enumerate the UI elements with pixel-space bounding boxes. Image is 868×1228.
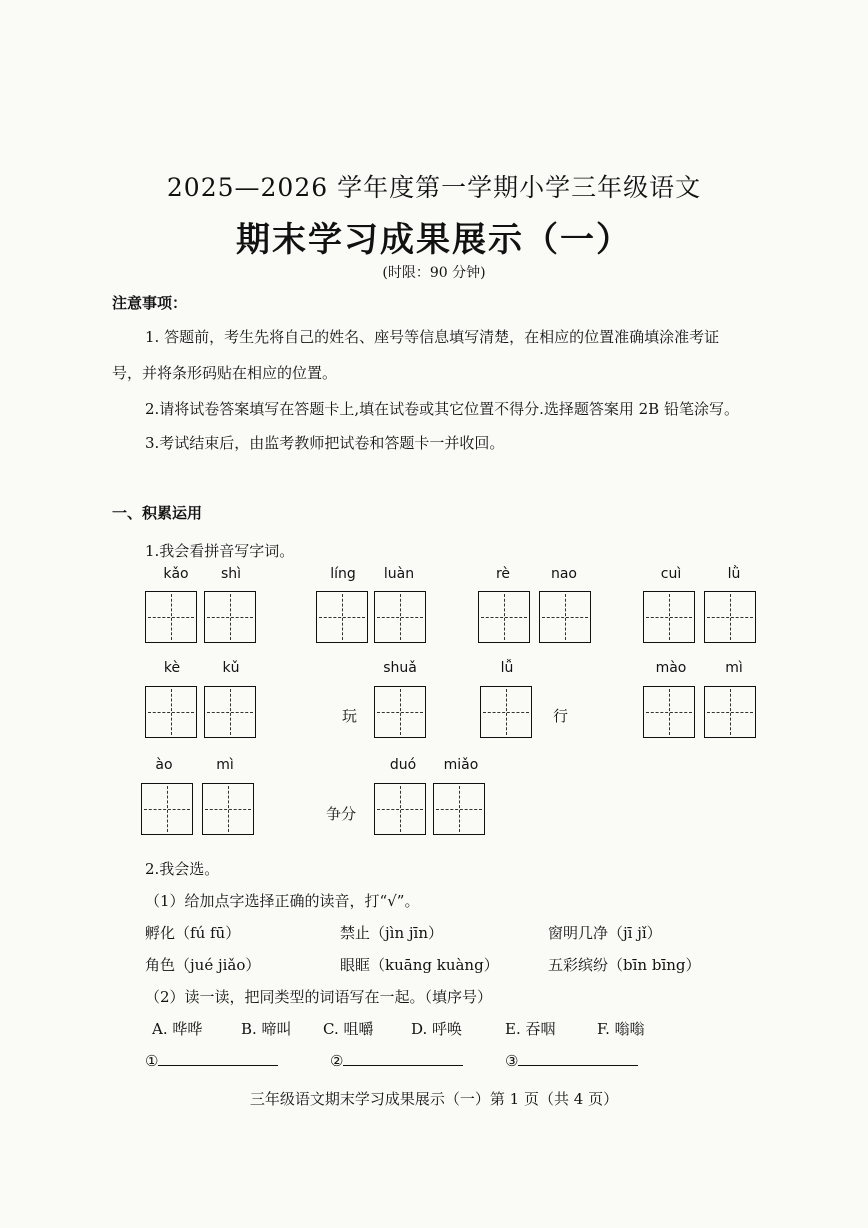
writing-grid-box[interactable]	[316, 591, 368, 643]
writing-grid-box[interactable]	[704, 591, 756, 643]
pinyin: kǎo	[163, 566, 189, 582]
notice-heading: 注意事项：	[112, 294, 188, 312]
pinyin: cuì	[660, 566, 682, 582]
answer-blank-3[interactable]	[505, 1050, 638, 1070]
pinyin: mì	[725, 660, 743, 676]
pinyin: kǔ	[222, 660, 240, 676]
blank-marker: ③	[505, 1052, 519, 1070]
writing-grid-box[interactable]	[704, 686, 756, 738]
choice-options[interactable]: （fú fū）	[175, 924, 241, 942]
pinyin: shuǎ	[383, 660, 417, 676]
fixed-char-wan: 玩	[342, 707, 358, 725]
choice-word: 角色	[145, 956, 176, 974]
choice-options[interactable]: （kuāng kuàng）	[370, 956, 499, 974]
word-option: F. 嗡嗡	[597, 1020, 645, 1038]
pinyin: líng	[330, 566, 356, 582]
pinyin: lǚ	[500, 660, 514, 676]
page-footer: 三年级语文期末学习成果展示（一）第 1 页（共 4 页）	[249, 1090, 619, 1108]
writing-grid-box[interactable]	[374, 591, 426, 643]
pinyin: ào	[155, 757, 173, 773]
blank-marker: ①	[145, 1052, 159, 1070]
writing-grid-box[interactable]	[480, 686, 532, 738]
choice-item	[145, 922, 240, 943]
choice-options[interactable]: （jué jiǎo）	[175, 956, 261, 974]
word-option: C. 咀嚼	[323, 1020, 374, 1038]
choice-word: 窗明几净	[548, 924, 609, 942]
pinyin: miǎo	[443, 757, 479, 773]
fixed-char-xing: 行	[553, 707, 569, 725]
blank-marker: ②	[330, 1052, 344, 1070]
answer-blank-2[interactable]	[330, 1050, 463, 1070]
choice-item	[145, 954, 260, 975]
time-limit: (时限：90 分钟)	[382, 265, 486, 281]
choice-word: 孵化	[145, 924, 176, 942]
blank-line[interactable]	[343, 1050, 463, 1066]
writing-grid-box[interactable]	[374, 686, 426, 738]
word-option: B. 啼叫	[241, 1020, 292, 1038]
blank-line[interactable]	[518, 1050, 638, 1066]
writing-grid-box[interactable]	[145, 591, 197, 643]
pinyin: mì	[216, 757, 234, 773]
question-2: 2.我会选。	[145, 860, 220, 878]
writing-grid-box[interactable]	[478, 591, 530, 643]
choice-options[interactable]: （bīn bīng）	[608, 956, 701, 974]
writing-grid-box[interactable]	[204, 591, 256, 643]
pinyin: rè	[495, 566, 511, 582]
writing-grid-box[interactable]	[204, 686, 256, 738]
choice-item	[340, 922, 443, 943]
writing-grid-box[interactable]	[643, 686, 695, 738]
exam-title-main: 期末学习成果展示（一）	[236, 220, 632, 260]
pinyin: lǜ	[727, 566, 741, 582]
choice-item	[548, 922, 662, 943]
writing-grid-box[interactable]	[433, 783, 485, 835]
choice-options[interactable]: （jī jǐ）	[608, 924, 662, 942]
section-heading: 一、积累运用	[112, 504, 203, 522]
notice-item-1b: 号，并将条形码贴在相应的位置。	[112, 364, 338, 382]
writing-grid-box[interactable]	[539, 591, 591, 643]
pinyin: mào	[655, 660, 687, 676]
notice-item-1a: 1. 答题前，考生先将自己的姓名、座号等信息填写清楚，在相应的位置准确填涂准考证	[145, 328, 720, 346]
writing-grid-box[interactable]	[202, 783, 254, 835]
choice-word: 眼眶	[340, 956, 371, 974]
answer-blank-1[interactable]	[145, 1050, 278, 1070]
writing-grid-box[interactable]	[374, 783, 426, 835]
choice-item	[340, 954, 499, 975]
pinyin: nao	[550, 566, 578, 582]
choice-word: 五彩缤纷	[548, 956, 609, 974]
word-option: A. 哗哗	[152, 1020, 203, 1038]
fixed-word-zhengfen: 争分	[326, 805, 357, 823]
word-option: E. 吞咽	[505, 1020, 556, 1038]
writing-grid-box[interactable]	[643, 591, 695, 643]
pinyin: duó	[389, 757, 417, 773]
writing-grid-box[interactable]	[141, 783, 193, 835]
question-2-2: （2）读一读，把同类型的词语写在一起。（填序号）	[145, 988, 493, 1006]
word-option: D. 呼唤	[411, 1020, 463, 1038]
question-2-1: （1）给加点字选择正确的读音，打“√”。	[145, 892, 420, 910]
notice-item-3: 3.考试结束后，由监考教师把试卷和答题卡一并收回。	[145, 434, 505, 452]
pinyin: luàn	[383, 566, 415, 582]
choice-options[interactable]: （jìn jīn）	[370, 924, 444, 942]
exam-title-line1: 2025—2026 学年度第一学期小学三年级语文	[166, 173, 702, 202]
choice-item	[548, 954, 701, 975]
notice-item-2: 2.请将试卷答案填写在答题卡上,填在试卷或其它位置不得分.选择题答案用 2B 铅笔涂写。	[145, 400, 739, 418]
blank-line[interactable]	[158, 1050, 278, 1066]
pinyin: kè	[163, 660, 181, 676]
question-1: 1.我会看拼音写字词。	[145, 542, 295, 560]
pinyin: shì	[220, 566, 242, 582]
writing-grid-box[interactable]	[145, 686, 197, 738]
choice-word: 禁止	[340, 924, 371, 942]
